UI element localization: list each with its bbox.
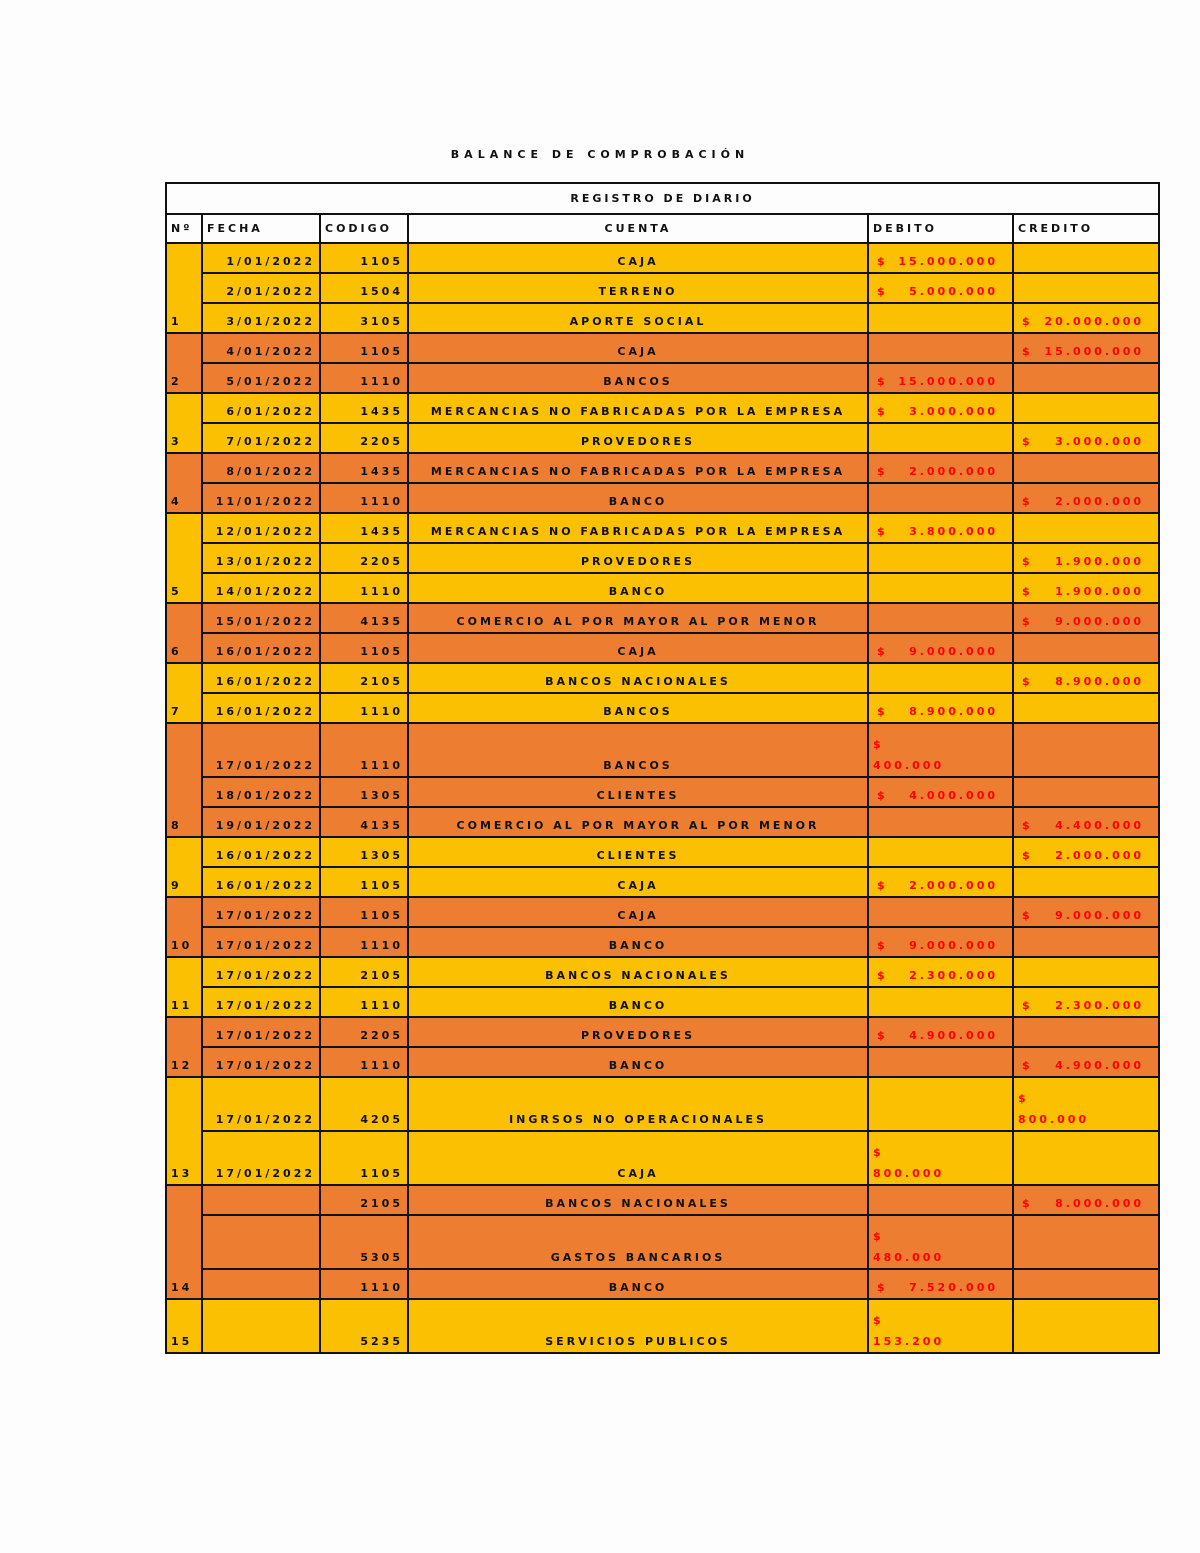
debit-cell (868, 867, 1013, 897)
code-cell: 1110 (320, 693, 408, 723)
debit-amount: 2.000.000 (909, 465, 998, 478)
credit-cell (1013, 453, 1159, 483)
table-row (166, 723, 1159, 777)
credit-amount: 1.900.000 (1055, 585, 1145, 598)
table-row (166, 333, 1159, 363)
debit-amount: 4.000.000 (909, 789, 998, 802)
date-cell: 13/01/2022 (202, 543, 320, 573)
table-row (166, 1077, 1159, 1131)
account-cell: MERCANCIAS NO FABRICADAS POR LA EMPRESA (408, 513, 868, 543)
currency-symbol: $ (877, 939, 888, 952)
currency-symbol: $ (873, 1230, 884, 1243)
date-cell: 6/01/2022 (202, 393, 320, 423)
credit-cell (1013, 927, 1159, 957)
account-cell: SERVICIOS PUBLICOS (408, 1299, 868, 1353)
date-cell: 17/01/2022 (202, 957, 320, 987)
date-cell: 17/01/2022 (202, 723, 320, 777)
credit-cell (1013, 837, 1159, 867)
debit-cell (868, 333, 1013, 363)
currency-symbol: $ (1022, 675, 1033, 688)
credit-cell (1013, 663, 1159, 693)
debit-cell (868, 927, 1013, 957)
date-cell: 17/01/2022 (202, 1131, 320, 1185)
code-cell: 2105 (320, 957, 408, 987)
credit-amount: 9.000.000 (1055, 909, 1145, 922)
debit-amount: 5.000.000 (909, 285, 998, 298)
account-cell: BANCOS (408, 363, 868, 393)
account-cell: BANCO (408, 573, 868, 603)
code-cell: 1435 (320, 513, 408, 543)
currency-symbol: $ (873, 738, 884, 751)
account-cell: BANCO (408, 1269, 868, 1299)
table-row (166, 453, 1159, 483)
date-cell: 15/01/2022 (202, 603, 320, 633)
debit-amount: 153.200 (873, 1335, 945, 1348)
credit-amount: 3.000.000 (1055, 435, 1145, 448)
journal-table (165, 182, 1160, 1354)
debit-cell (868, 423, 1013, 453)
currency-symbol: $ (1022, 819, 1033, 832)
code-cell: 1305 (320, 777, 408, 807)
credit-amount: 2.000.000 (1055, 495, 1145, 508)
credit-cell (1013, 1299, 1159, 1353)
table-row (166, 423, 1159, 453)
code-cell: 4205 (320, 1077, 408, 1131)
credit-amount: 9.000.000 (1055, 615, 1145, 628)
code-cell: 3105 (320, 303, 408, 333)
date-cell: 2/01/2022 (202, 273, 320, 303)
debit-cell (868, 393, 1013, 423)
code-cell: 1105 (320, 867, 408, 897)
register-title: REGISTRO DE DIARIO (166, 183, 1159, 214)
currency-symbol: $ (877, 705, 888, 718)
account-cell: INGRSOS NO OPERACIONALES (408, 1077, 868, 1131)
debit-cell (868, 453, 1013, 483)
currency-symbol: $ (1022, 435, 1033, 448)
debit-amount: 480.000 (873, 1251, 945, 1264)
table-row (166, 243, 1159, 273)
header-account: CUENTA (408, 214, 868, 243)
currency-symbol: $ (877, 789, 888, 802)
debit-cell (868, 243, 1013, 273)
table-row (166, 633, 1159, 663)
credit-amount: 4.900.000 (1055, 1059, 1145, 1072)
table-row (166, 393, 1159, 423)
header-debit: DEBITO (868, 214, 1013, 243)
debit-cell (868, 513, 1013, 543)
code-cell: 2205 (320, 1017, 408, 1047)
code-cell: 2205 (320, 423, 408, 453)
debit-cell (868, 897, 1013, 927)
credit-amount: 8.900.000 (1055, 675, 1145, 688)
entry-number: 4 (166, 453, 202, 513)
code-cell: 1110 (320, 483, 408, 513)
code-cell: 2105 (320, 1185, 408, 1215)
debit-cell (868, 1047, 1013, 1077)
debit-cell (868, 543, 1013, 573)
table-row (166, 483, 1159, 513)
date-cell: 16/01/2022 (202, 837, 320, 867)
code-cell: 4135 (320, 603, 408, 633)
date-cell: 8/01/2022 (202, 453, 320, 483)
account-cell: BANCO (408, 927, 868, 957)
code-cell: 5305 (320, 1215, 408, 1269)
account-cell: PROVEDORES (408, 1017, 868, 1047)
date-cell: 16/01/2022 (202, 663, 320, 693)
debit-cell (868, 1131, 1013, 1185)
credit-cell (1013, 807, 1159, 837)
debit-cell (868, 1017, 1013, 1047)
debit-cell (868, 633, 1013, 663)
account-cell: PROVEDORES (408, 423, 868, 453)
code-cell: 1305 (320, 837, 408, 867)
code-cell: 1504 (320, 273, 408, 303)
debit-cell (868, 1299, 1013, 1353)
credit-cell (1013, 243, 1159, 273)
table-row (166, 363, 1159, 393)
debit-cell (868, 303, 1013, 333)
code-cell: 1105 (320, 633, 408, 663)
debit-cell (868, 693, 1013, 723)
code-cell: 1435 (320, 393, 408, 423)
credit-cell (1013, 393, 1159, 423)
code-cell: 1110 (320, 987, 408, 1017)
debit-cell (868, 1269, 1013, 1299)
account-cell: MERCANCIAS NO FABRICADAS POR LA EMPRESA (408, 453, 868, 483)
date-cell (202, 1215, 320, 1269)
account-cell: CAJA (408, 867, 868, 897)
page-title: BALANCE DE COMPROBACIÓN (450, 148, 750, 161)
account-cell: BANCOS NACIONALES (408, 1185, 868, 1215)
account-cell: TERRENO (408, 273, 868, 303)
credit-amount: 20.000.000 (1044, 315, 1145, 328)
entry-number: 3 (166, 393, 202, 453)
table-row (166, 1185, 1159, 1215)
credit-amount: 800.000 (1018, 1113, 1090, 1126)
entry-number: 8 (166, 723, 202, 837)
table-row (166, 987, 1159, 1017)
code-cell: 1105 (320, 243, 408, 273)
credit-cell (1013, 513, 1159, 543)
table-row (166, 837, 1159, 867)
currency-symbol: $ (1018, 1092, 1029, 1105)
date-cell: 5/01/2022 (202, 363, 320, 393)
code-cell: 1110 (320, 723, 408, 777)
credit-cell (1013, 957, 1159, 987)
table-row (166, 1017, 1159, 1047)
credit-amount: 2.300.000 (1055, 999, 1145, 1012)
debit-amount: 9.000.000 (909, 939, 998, 952)
debit-amount: 800.000 (873, 1167, 945, 1180)
date-cell: 16/01/2022 (202, 633, 320, 663)
debit-amount: 15.000.000 (898, 255, 998, 268)
date-cell: 4/01/2022 (202, 333, 320, 363)
account-cell: GASTOS BANCARIOS (408, 1215, 868, 1269)
credit-amount: 1.900.000 (1055, 555, 1145, 568)
currency-symbol: $ (1022, 555, 1033, 568)
currency-symbol: $ (877, 969, 888, 982)
account-cell: BANCO (408, 987, 868, 1017)
entry-number: 6 (166, 603, 202, 663)
currency-symbol: $ (1022, 345, 1033, 358)
credit-amount: 8.000.000 (1055, 1197, 1145, 1210)
table-row (166, 807, 1159, 837)
table-row (166, 603, 1159, 633)
debit-cell (868, 1185, 1013, 1215)
entry-number: 7 (166, 663, 202, 723)
code-cell: 5235 (320, 1299, 408, 1353)
date-cell: 11/01/2022 (202, 483, 320, 513)
currency-symbol: $ (877, 879, 888, 892)
entry-number: 11 (166, 957, 202, 1017)
entry-number: 15 (166, 1299, 202, 1353)
currency-symbol: $ (1022, 1059, 1033, 1072)
account-cell: MERCANCIAS NO FABRICADAS POR LA EMPRESA (408, 393, 868, 423)
debit-amount: 400.000 (873, 759, 945, 772)
date-cell (202, 1299, 320, 1353)
currency-symbol: $ (877, 1281, 888, 1294)
account-cell: CLIENTES (408, 777, 868, 807)
code-cell: 1105 (320, 897, 408, 927)
date-cell: 17/01/2022 (202, 1077, 320, 1131)
table-row (166, 543, 1159, 573)
date-cell: 18/01/2022 (202, 777, 320, 807)
currency-symbol: $ (877, 375, 888, 388)
code-cell: 1105 (320, 333, 408, 363)
date-cell: 17/01/2022 (202, 927, 320, 957)
date-cell (202, 1185, 320, 1215)
credit-cell (1013, 723, 1159, 777)
credit-cell (1013, 1131, 1159, 1185)
code-cell: 1105 (320, 1131, 408, 1185)
currency-symbol: $ (877, 525, 888, 538)
debit-amount: 2.300.000 (909, 969, 998, 982)
account-cell: CAJA (408, 633, 868, 663)
entry-number: 10 (166, 897, 202, 957)
code-cell: 1110 (320, 1047, 408, 1077)
debit-amount: 2.000.000 (909, 879, 998, 892)
credit-cell (1013, 867, 1159, 897)
date-cell: 16/01/2022 (202, 693, 320, 723)
table-row (166, 1047, 1159, 1077)
debit-cell (868, 837, 1013, 867)
currency-symbol: $ (1022, 585, 1033, 598)
account-cell: COMERCIO AL POR MAYOR AL POR MENOR (408, 807, 868, 837)
debit-cell (868, 957, 1013, 987)
credit-cell (1013, 333, 1159, 363)
table-row (166, 957, 1159, 987)
entry-number: 14 (166, 1185, 202, 1299)
entry-number: 1 (166, 243, 202, 333)
code-cell: 1435 (320, 453, 408, 483)
currency-symbol: $ (1022, 315, 1033, 328)
credit-cell (1013, 987, 1159, 1017)
account-cell: COMERCIO AL POR MAYOR AL POR MENOR (408, 603, 868, 633)
table-row (166, 777, 1159, 807)
credit-amount: 2.000.000 (1055, 849, 1145, 862)
account-cell: BANCOS (408, 723, 868, 777)
table-row (166, 693, 1159, 723)
account-cell: BANCOS NACIONALES (408, 663, 868, 693)
currency-symbol: $ (1022, 615, 1033, 628)
credit-cell (1013, 543, 1159, 573)
currency-symbol: $ (1022, 849, 1033, 862)
date-cell: 17/01/2022 (202, 987, 320, 1017)
debit-cell (868, 573, 1013, 603)
account-cell: CAJA (408, 243, 868, 273)
date-cell: 7/01/2022 (202, 423, 320, 453)
debit-amount: 15.000.000 (898, 375, 998, 388)
table-row (166, 1215, 1159, 1269)
date-cell: 17/01/2022 (202, 897, 320, 927)
credit-cell (1013, 363, 1159, 393)
header-number: Nº (166, 214, 202, 243)
code-cell: 2105 (320, 663, 408, 693)
account-cell: CAJA (408, 333, 868, 363)
debit-cell (868, 807, 1013, 837)
debit-amount: 4.900.000 (909, 1029, 998, 1042)
date-cell: 1/01/2022 (202, 243, 320, 273)
code-cell: 1110 (320, 573, 408, 603)
code-cell: 1110 (320, 363, 408, 393)
code-cell: 1110 (320, 1269, 408, 1299)
table-row (166, 513, 1159, 543)
table-row (166, 273, 1159, 303)
debit-amount: 9.000.000 (909, 645, 998, 658)
entry-number: 2 (166, 333, 202, 393)
table-row (166, 573, 1159, 603)
debit-cell (868, 663, 1013, 693)
credit-cell (1013, 603, 1159, 633)
credit-cell (1013, 777, 1159, 807)
currency-symbol: $ (1022, 1197, 1033, 1210)
account-cell: PROVEDORES (408, 543, 868, 573)
currency-symbol: $ (1022, 999, 1033, 1012)
debit-cell (868, 603, 1013, 633)
code-cell: 2205 (320, 543, 408, 573)
currency-symbol: $ (877, 645, 888, 658)
entry-number: 9 (166, 837, 202, 897)
account-cell: CAJA (408, 1131, 868, 1185)
debit-amount: 8.900.000 (909, 705, 998, 718)
account-cell: CAJA (408, 897, 868, 927)
credit-cell (1013, 303, 1159, 333)
credit-cell (1013, 483, 1159, 513)
credit-cell (1013, 1017, 1159, 1047)
credit-cell (1013, 573, 1159, 603)
debit-cell (868, 1077, 1013, 1131)
debit-cell (868, 273, 1013, 303)
debit-cell (868, 363, 1013, 393)
credit-cell (1013, 1047, 1159, 1077)
currency-symbol: $ (873, 1146, 884, 1159)
entry-number: 13 (166, 1077, 202, 1185)
debit-amount: 7.520.000 (909, 1281, 998, 1294)
date-cell: 17/01/2022 (202, 1017, 320, 1047)
code-cell: 4135 (320, 807, 408, 837)
date-cell: 19/01/2022 (202, 807, 320, 837)
credit-cell (1013, 897, 1159, 927)
currency-symbol: $ (877, 1029, 888, 1042)
credit-cell (1013, 1077, 1159, 1131)
table-row (166, 897, 1159, 927)
code-cell: 1110 (320, 927, 408, 957)
date-cell (202, 1269, 320, 1299)
debit-cell (868, 723, 1013, 777)
account-cell: CLIENTES (408, 837, 868, 867)
currency-symbol: $ (873, 1314, 884, 1327)
header-credit: CREDITO (1013, 214, 1159, 243)
credit-cell (1013, 693, 1159, 723)
account-cell: BANCO (408, 483, 868, 513)
table-row (166, 1299, 1159, 1353)
account-cell: APORTE SOCIAL (408, 303, 868, 333)
currency-symbol: $ (1022, 495, 1033, 508)
table-row (166, 303, 1159, 333)
debit-cell (868, 777, 1013, 807)
account-cell: BANCOS NACIONALES (408, 957, 868, 987)
date-cell: 12/01/2022 (202, 513, 320, 543)
table-row (166, 663, 1159, 693)
credit-amount: 4.400.000 (1055, 819, 1145, 832)
credit-cell (1013, 423, 1159, 453)
account-cell: BANCO (408, 1047, 868, 1077)
debit-cell (868, 483, 1013, 513)
entry-number: 12 (166, 1017, 202, 1077)
debit-amount: 3.800.000 (909, 525, 998, 538)
credit-cell (1013, 633, 1159, 663)
table-row (166, 1269, 1159, 1299)
date-cell: 14/01/2022 (202, 573, 320, 603)
date-cell: 17/01/2022 (202, 1047, 320, 1077)
header-date: FECHA (202, 214, 320, 243)
currency-symbol: $ (877, 285, 888, 298)
debit-cell (868, 1215, 1013, 1269)
table-row (166, 867, 1159, 897)
credit-amount: 15.000.000 (1044, 345, 1145, 358)
entry-number: 5 (166, 513, 202, 603)
currency-symbol: $ (1022, 909, 1033, 922)
account-cell: BANCOS (408, 693, 868, 723)
date-cell: 16/01/2022 (202, 867, 320, 897)
credit-cell (1013, 1185, 1159, 1215)
currency-symbol: $ (877, 255, 888, 268)
credit-cell (1013, 273, 1159, 303)
table-row (166, 1131, 1159, 1185)
debit-amount: 3.000.000 (909, 405, 998, 418)
table-row (166, 927, 1159, 957)
currency-symbol: $ (877, 465, 888, 478)
credit-cell (1013, 1215, 1159, 1269)
currency-symbol: $ (877, 405, 888, 418)
date-cell: 3/01/2022 (202, 303, 320, 333)
credit-cell (1013, 1269, 1159, 1299)
header-code: CODIGO (320, 214, 408, 243)
debit-cell (868, 987, 1013, 1017)
